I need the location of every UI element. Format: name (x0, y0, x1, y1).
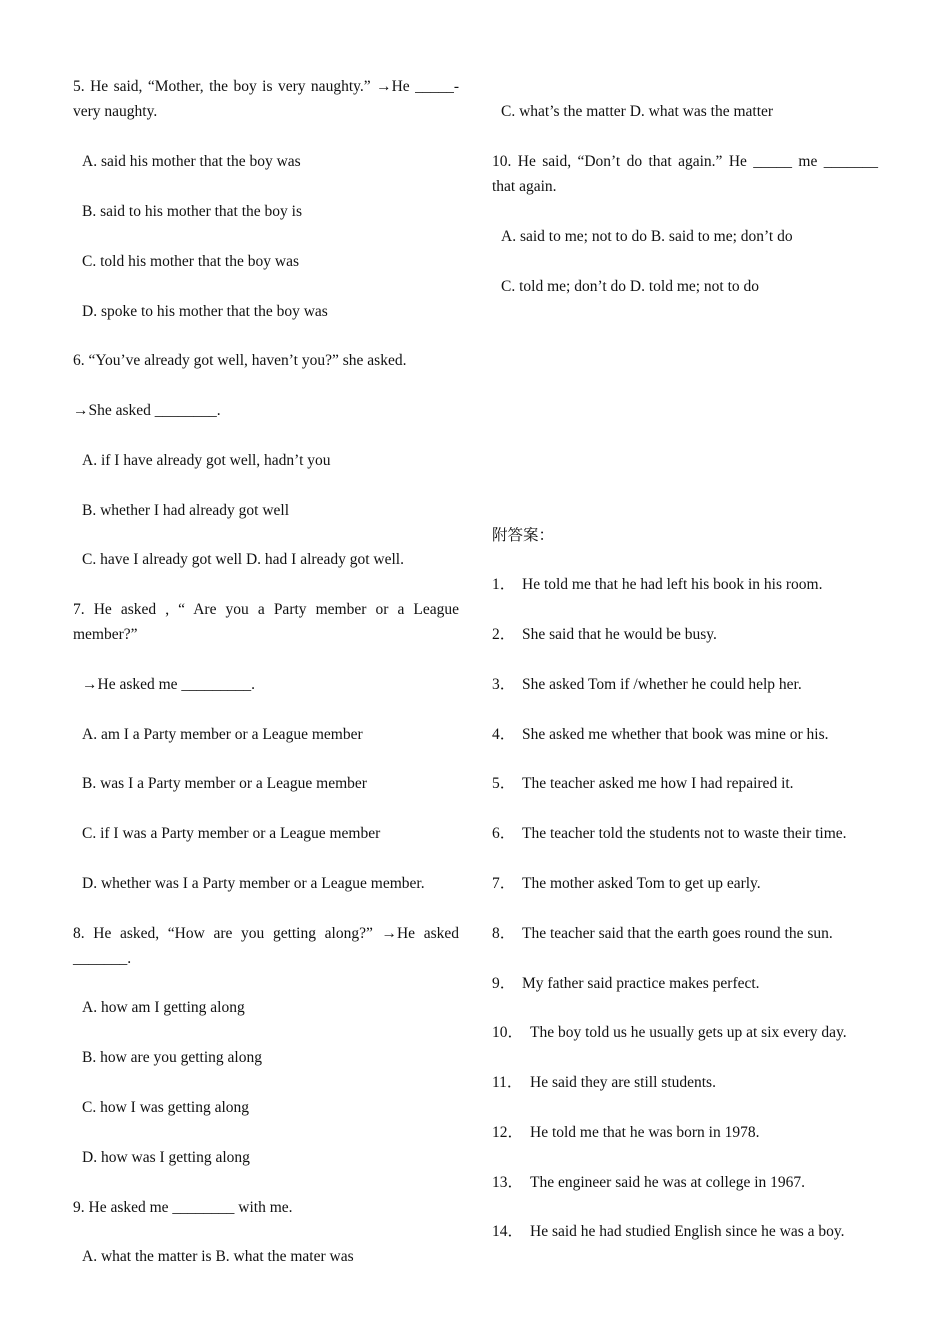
answer-text: She asked me whether that book was mine or his. (522, 726, 829, 743)
answer-text: The teacher asked me how I had repaired it. (522, 775, 794, 792)
answer-text: The boy told us he usually gets up at six every day. (530, 1024, 847, 1041)
q8-stem: 8. He asked, “How are you getting along?” →He asked _______. (73, 925, 459, 967)
answer-text: He said he had studied English since he was a boy. (530, 1223, 845, 1240)
q7-option-c: C. if I was a Party member or a League member (82, 825, 381, 842)
q5-option-a: A. said his mother that the boy was (82, 153, 301, 170)
answer-item (492, 1070, 716, 1095)
q6-option-b: B. whether I had already got well (82, 502, 290, 519)
q10-option-c-d: C. told me; don’t do D. told me; not to do (501, 278, 760, 295)
q10-stem: 10. He said, “Don’t do that again.” He _____ me _______ that again. (492, 153, 878, 195)
answer-item (492, 572, 822, 597)
answer-item (492, 1020, 847, 1045)
answer-number: 8． (492, 925, 516, 942)
answer-item (492, 722, 829, 747)
q5-option-b: B. said to his mother that the boy is (82, 203, 302, 220)
q9-stem: 9. He asked me ________ with me. (73, 1199, 293, 1216)
answer-text: She said that he would be busy. (522, 626, 717, 643)
q6-option-c-d: C. have I already got well D. had I already got well. (82, 551, 404, 568)
answer-text: She asked Tom if /whether he could help her. (522, 676, 802, 693)
q8-option-a: A. how am I getting along (82, 999, 245, 1016)
q5-stem: 5. He said, “Mother, the boy is very naughty.” →He _____- very naughty. (73, 78, 459, 120)
q8-option-c: C. how I was getting along (82, 1099, 250, 1116)
answer-number: 4． (492, 726, 516, 743)
answer-text: My father said practice makes perfect. (522, 975, 760, 992)
answer-number: 14． (492, 1223, 524, 1240)
answer-number: 6． (492, 825, 516, 842)
q7-option-a: A. am I a Party member or a League member (82, 726, 363, 743)
answer-number: 12． (492, 1124, 524, 1141)
answer-item (492, 1219, 845, 1244)
q9-option-a-b: A. what the matter is B. what the mater was (82, 1248, 354, 1265)
answer-number: 7． (492, 875, 516, 892)
answer-number: 11． (492, 1074, 523, 1091)
answer-item (492, 622, 717, 647)
answer-item (492, 1170, 805, 1195)
answer-heading: 附答案： (492, 527, 555, 544)
answer-item (492, 771, 794, 796)
answer-number: 13． (492, 1174, 524, 1191)
answer-number: 10． (492, 1024, 524, 1041)
answer-number: 3． (492, 676, 516, 693)
answer-number: 5． (492, 775, 516, 792)
q7-stem: 7. He asked , “ Are you a Party member or a League member?” (73, 601, 459, 643)
answer-text: The engineer said he was at college in 1967. (530, 1174, 806, 1191)
answer-number: 1． (492, 576, 516, 593)
q7-option-b: B. was I a Party member or a League member (82, 775, 367, 792)
q7-stem-continued: →He asked me _________. (82, 676, 256, 693)
answer-number: 9． (492, 975, 516, 992)
answer-item (492, 971, 760, 996)
answer-item (492, 672, 802, 697)
q6-option-a: A. if I have already got well, hadn’t you (82, 452, 331, 469)
answer-text: He told me that he had left his book in his room. (522, 576, 823, 593)
answer-text: The teacher told the students not to waste their time. (522, 825, 847, 842)
answer-text: He said they are still students. (530, 1074, 716, 1091)
answer-item (492, 1120, 759, 1145)
q6-stem-continued: →She asked ________. (73, 402, 221, 419)
answer-item (492, 871, 761, 896)
answer-item (492, 921, 833, 946)
answer-item (492, 821, 847, 846)
answer-text: The teacher said that the earth goes round the sun. (522, 925, 833, 942)
q8-option-d: D. how was I getting along (82, 1149, 250, 1166)
q7-option-d: D. whether was I a Party member or a League member. (82, 875, 425, 892)
q6-stem: 6. “You’ve already got well, haven’t you?” she asked. (73, 352, 407, 369)
q5-option-c: C. told his mother that the boy was (82, 253, 299, 270)
answer-text: The mother asked Tom to get up early. (522, 875, 761, 892)
q9-option-c-d: C. what’s the matter D. what was the matter (501, 103, 774, 120)
answer-number: 2． (492, 626, 516, 643)
q8-option-b: B. how are you getting along (82, 1049, 262, 1066)
answer-text: He told me that he was born in 1978. (530, 1124, 760, 1141)
q10-option-a-b: A. said to me; not to do B. said to me; don’t do (501, 228, 793, 245)
q5-option-d: D. spoke to his mother that the boy was (82, 303, 328, 320)
